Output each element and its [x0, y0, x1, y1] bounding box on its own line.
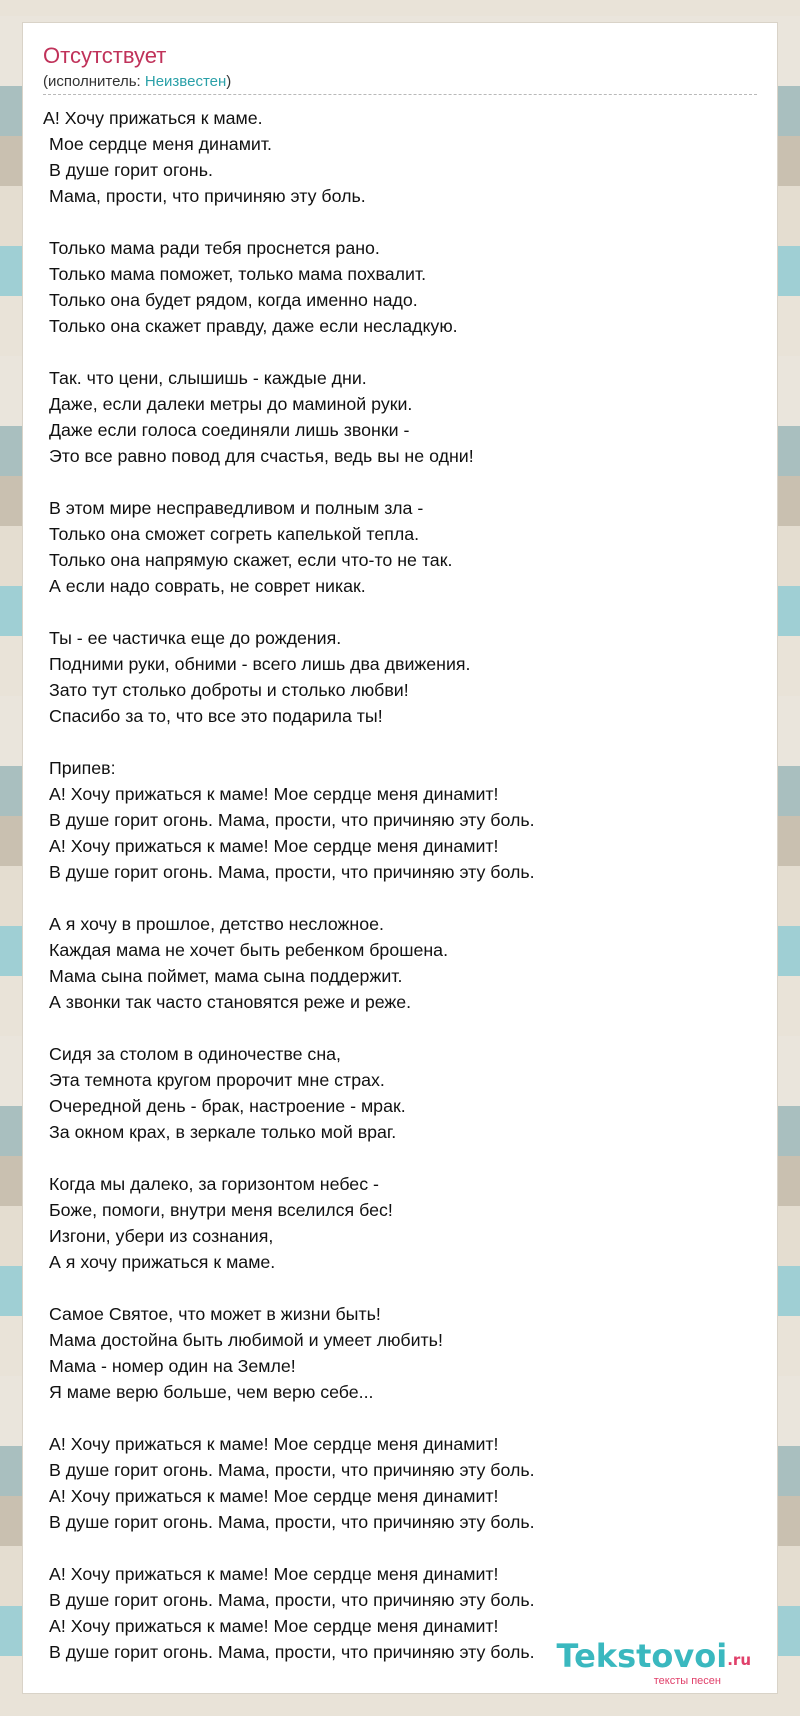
lyrics-text	[43, 105, 757, 1665]
lyric-line: А! Хочу прижаться к маме.	[43, 108, 263, 128]
lyric-line: Так. что цени, слышишь - каждые дни.	[49, 368, 367, 388]
lyric-line: А! Хочу прижаться к маме! Мое сердце меня динамит!	[49, 1616, 499, 1636]
lyric-line: Сидя за столом в одиночестве сна,	[49, 1044, 341, 1064]
lyric-line: Даже, если далеки метры до маминой руки.	[49, 394, 413, 414]
artist-link[interactable]: Неизвестен	[144, 73, 227, 90]
lyric-line: В душе горит огонь. Мама, прости, что причиняю эту боль.	[49, 1642, 535, 1662]
lyric-line: А! Хочу прижаться к маме! Мое сердце меня динамит!	[49, 1434, 499, 1454]
lyric-line: Только мама ради тебя проснется рано.	[49, 238, 380, 258]
lyric-line: В этом мире несправедливом и полным зла -	[49, 498, 424, 518]
lyric-line: А! Хочу прижаться к маме! Мое сердце меня динамит!	[49, 1486, 499, 1506]
lyric-line: Я маме верю больше, чем верю себе...	[49, 1382, 374, 1402]
lyric-line: Только она скажет правду, даже если несладкую.	[49, 316, 458, 336]
lyric-line: А! Хочу прижаться к маме! Мое сердце меня динамит!	[49, 836, 499, 856]
stanza-break	[43, 1405, 757, 1431]
lyric-line: В душе горит огонь.	[49, 160, 213, 180]
lyric-line: Мама сына поймет, мама сына поддержит.	[49, 966, 403, 986]
lyric-line: В душе горит огонь. Мама, прости, что причиняю эту боль.	[49, 862, 535, 882]
lyric-line: Спасибо за то, что все это подарила ты!	[49, 706, 383, 726]
song-title[interactable]: Отсутствует	[43, 43, 167, 68]
lyric-line: Только мама поможет, только мама похвалит.	[49, 264, 427, 284]
stanza-break	[43, 339, 757, 365]
lyric-line: А! Хочу прижаться к маме! Мое сердце меня динамит!	[49, 1564, 499, 1584]
stanza-break	[43, 469, 757, 495]
stanza-break	[43, 1535, 757, 1561]
lyric-line: А! Хочу прижаться к маме! Мое сердце меня динамит!	[49, 784, 499, 804]
lyric-line: Мама - номер один на Земле!	[49, 1356, 296, 1376]
artist-prefix: (исполнитель:	[43, 73, 145, 90]
stanza-break	[43, 209, 757, 235]
stanza-break	[43, 1145, 757, 1171]
title-divider	[43, 94, 757, 95]
logo-name: Tekstovoi	[556, 1637, 728, 1675]
lyric-line: А я хочу прижаться к маме.	[49, 1252, 276, 1272]
logo-tld: .ru	[727, 1651, 751, 1669]
lyric-line: В душе горит огонь. Мама, прости, что причиняю эту боль.	[49, 810, 535, 830]
lyric-line: Когда мы далеко, за горизонтом небес -	[49, 1174, 379, 1194]
stanza-break	[43, 885, 757, 911]
stanza-break	[43, 599, 757, 625]
lyric-line: Подними руки, обними - всего лишь два движения.	[49, 654, 471, 674]
lyric-line: Припев:	[49, 758, 116, 778]
lyric-line: В душе горит огонь. Мама, прости, что причиняю эту боль.	[49, 1460, 535, 1480]
lyric-line: Мама, прости, что причиняю эту боль.	[49, 186, 366, 206]
artist-line	[43, 73, 231, 90]
lyric-line: Ты - ее частичка еще до рождения.	[49, 628, 342, 648]
lyric-line: В душе горит огонь. Мама, прости, что причиняю эту боль.	[49, 1512, 535, 1532]
lyric-line: Это все равно повод для счастья, ведь вы не одни!	[49, 446, 474, 466]
site-logo[interactable]	[557, 1639, 751, 1687]
lyric-line: За окном крах, в зеркале только мой враг.	[49, 1122, 397, 1142]
lyric-line: Мама достойна быть любимой и умеет любить!	[49, 1330, 443, 1350]
lyric-line: Изгони, убери из сознания,	[49, 1226, 274, 1246]
stanza-break	[43, 1015, 757, 1041]
lyric-line: Даже если голоса соединяли лишь звонки -	[49, 420, 410, 440]
lyric-line: А звонки так часто становятся реже и реже.	[49, 992, 412, 1012]
lyric-line: А я хочу в прошлое, детство несложное.	[49, 914, 384, 934]
artist-suffix: )	[226, 73, 232, 90]
lyric-line: Каждая мама не хочет быть ребенком брошена.	[49, 940, 449, 960]
lyric-line: Только она напрямую скажет, если что-то не так.	[49, 550, 453, 570]
lyric-line: А если надо соврать, не соврет никак.	[49, 576, 366, 596]
lyrics-card	[22, 22, 778, 1694]
lyric-line: Только она будет рядом, когда именно надо.	[49, 290, 418, 310]
stanza-break	[43, 1275, 757, 1301]
logo-tagline: тексты песен	[653, 1675, 721, 1687]
lyric-line: Боже, помоги, внутри меня вселился бес!	[49, 1200, 393, 1220]
stanza-break	[43, 729, 757, 755]
lyric-line: Эта темнота кругом пророчит мне страх.	[49, 1070, 385, 1090]
lyric-line: Только она сможет согреть капелькой тепла.	[49, 524, 420, 544]
lyric-line: В душе горит огонь. Мама, прости, что причиняю эту боль.	[49, 1590, 535, 1610]
lyric-line: Мое сердце меня динамит.	[49, 134, 272, 154]
lyric-line: Самое Святое, что может в жизни быть!	[49, 1304, 381, 1324]
lyric-line: Очередной день - брак, настроение - мрак.	[49, 1096, 406, 1116]
lyric-line: Зато тут столько доброты и столько любви!	[49, 680, 409, 700]
